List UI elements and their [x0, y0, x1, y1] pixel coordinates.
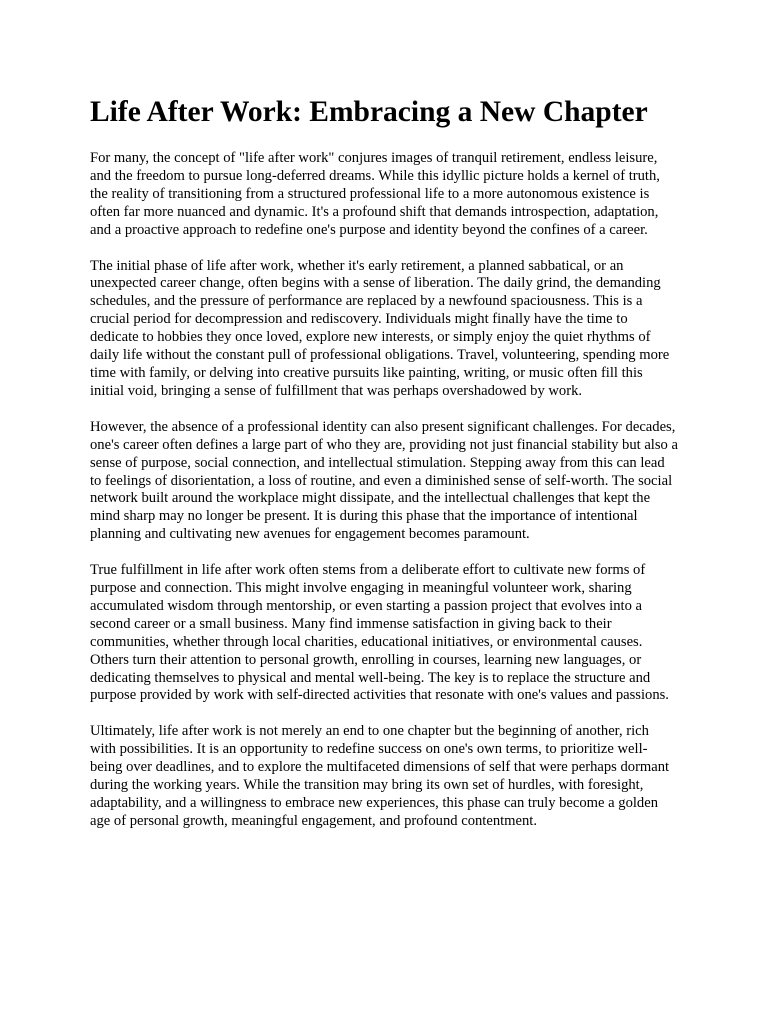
document-title: Life After Work: Embracing a New Chapter: [90, 96, 648, 128]
paragraph-3: However, the absence of a professional identity can also present significant challenges. For decades, one's career often defines a large part of who they are, providing not just financial stability but also a sense of purpose, social connection, and intellectual stimulation. Stepping away from this can lead to feelings of disorientation, a loss of routine, and even a diminished sense of self-worth. The social network built around the workplace might dissipate, and the intellectual challenges that kept the mind sharp may no longer be present. It is during this phase that the importance of intentional planning and cultivating new avenues for engagement becomes paramount.: [90, 418, 678, 543]
paragraph-5: Ultimately, life after work is not merely an end to one chapter but the beginning of another, rich with possibilities. It is an opportunity to redefine success on one's own terms, to prioritize well-being over deadlines, and to explore the multifaceted dimensions of self that were perhaps dormant during the working years. While the transition may bring its own set of hurdles, with foresight, adaptability, and a willingness to embrace new experiences, this phase can truly become a golden age of personal growth, meaningful engagement, and profound contentment.: [90, 723, 670, 829]
document-body: [90, 150, 678, 849]
paragraph-2: The initial phase of life after work, whether it's early retirement, a planned sabbatical, or an unexpected career change, often begins with a sense of liberation. The daily grind, the demanding schedules, and the pressure of performance are replaced by a newfound spaciousness. This is a crucial period for decompression and rediscovery. Individuals might finally have the time to dedicate to hobbies they once loved, explore new interests, or simply enjoy the quiet rhythms of daily life without the constant pull of professional obligations. Travel, volunteering, spending more time with family, or delving into creative pursuits like painting, writing, or music often fill this initial void, bringing a sense of fulfillment that was perhaps overshadowed by work.: [90, 257, 670, 399]
paragraph-1: For many, the concept of "life after work" conjures images of tranquil retirement, endless leisure, and the freedom to pursue long-deferred dreams. While this idyllic picture holds a kernel of truth, the reality of transitioning from a structured professional life to a more autonomous existence is often far more nuanced and dynamic. It's a profound shift that demands introspection, adaptation, and a proactive approach to redefine one's purpose and identity beyond the confines of a career.: [90, 150, 660, 238]
paragraph-4: True fulfillment in life after work often stems from a deliberate effort to cultivate new forms of purpose and connection. This might involve engaging in meaningful volunteer work, sharing accumulated wisdom through mentorship, or even starting a passion project that evolves into a second career or a small business. Many find immense satisfaction in giving back to their communities, whether through local charities, educational initiatives, or environmental causes. Others turn their attention to personal growth, enrolling in courses, learning new languages, or dedicating themselves to physical and mental well-being. The key is to replace the structure and purpose provided by work with self-directed activities that resonate with one's values and passions.: [90, 562, 669, 704]
